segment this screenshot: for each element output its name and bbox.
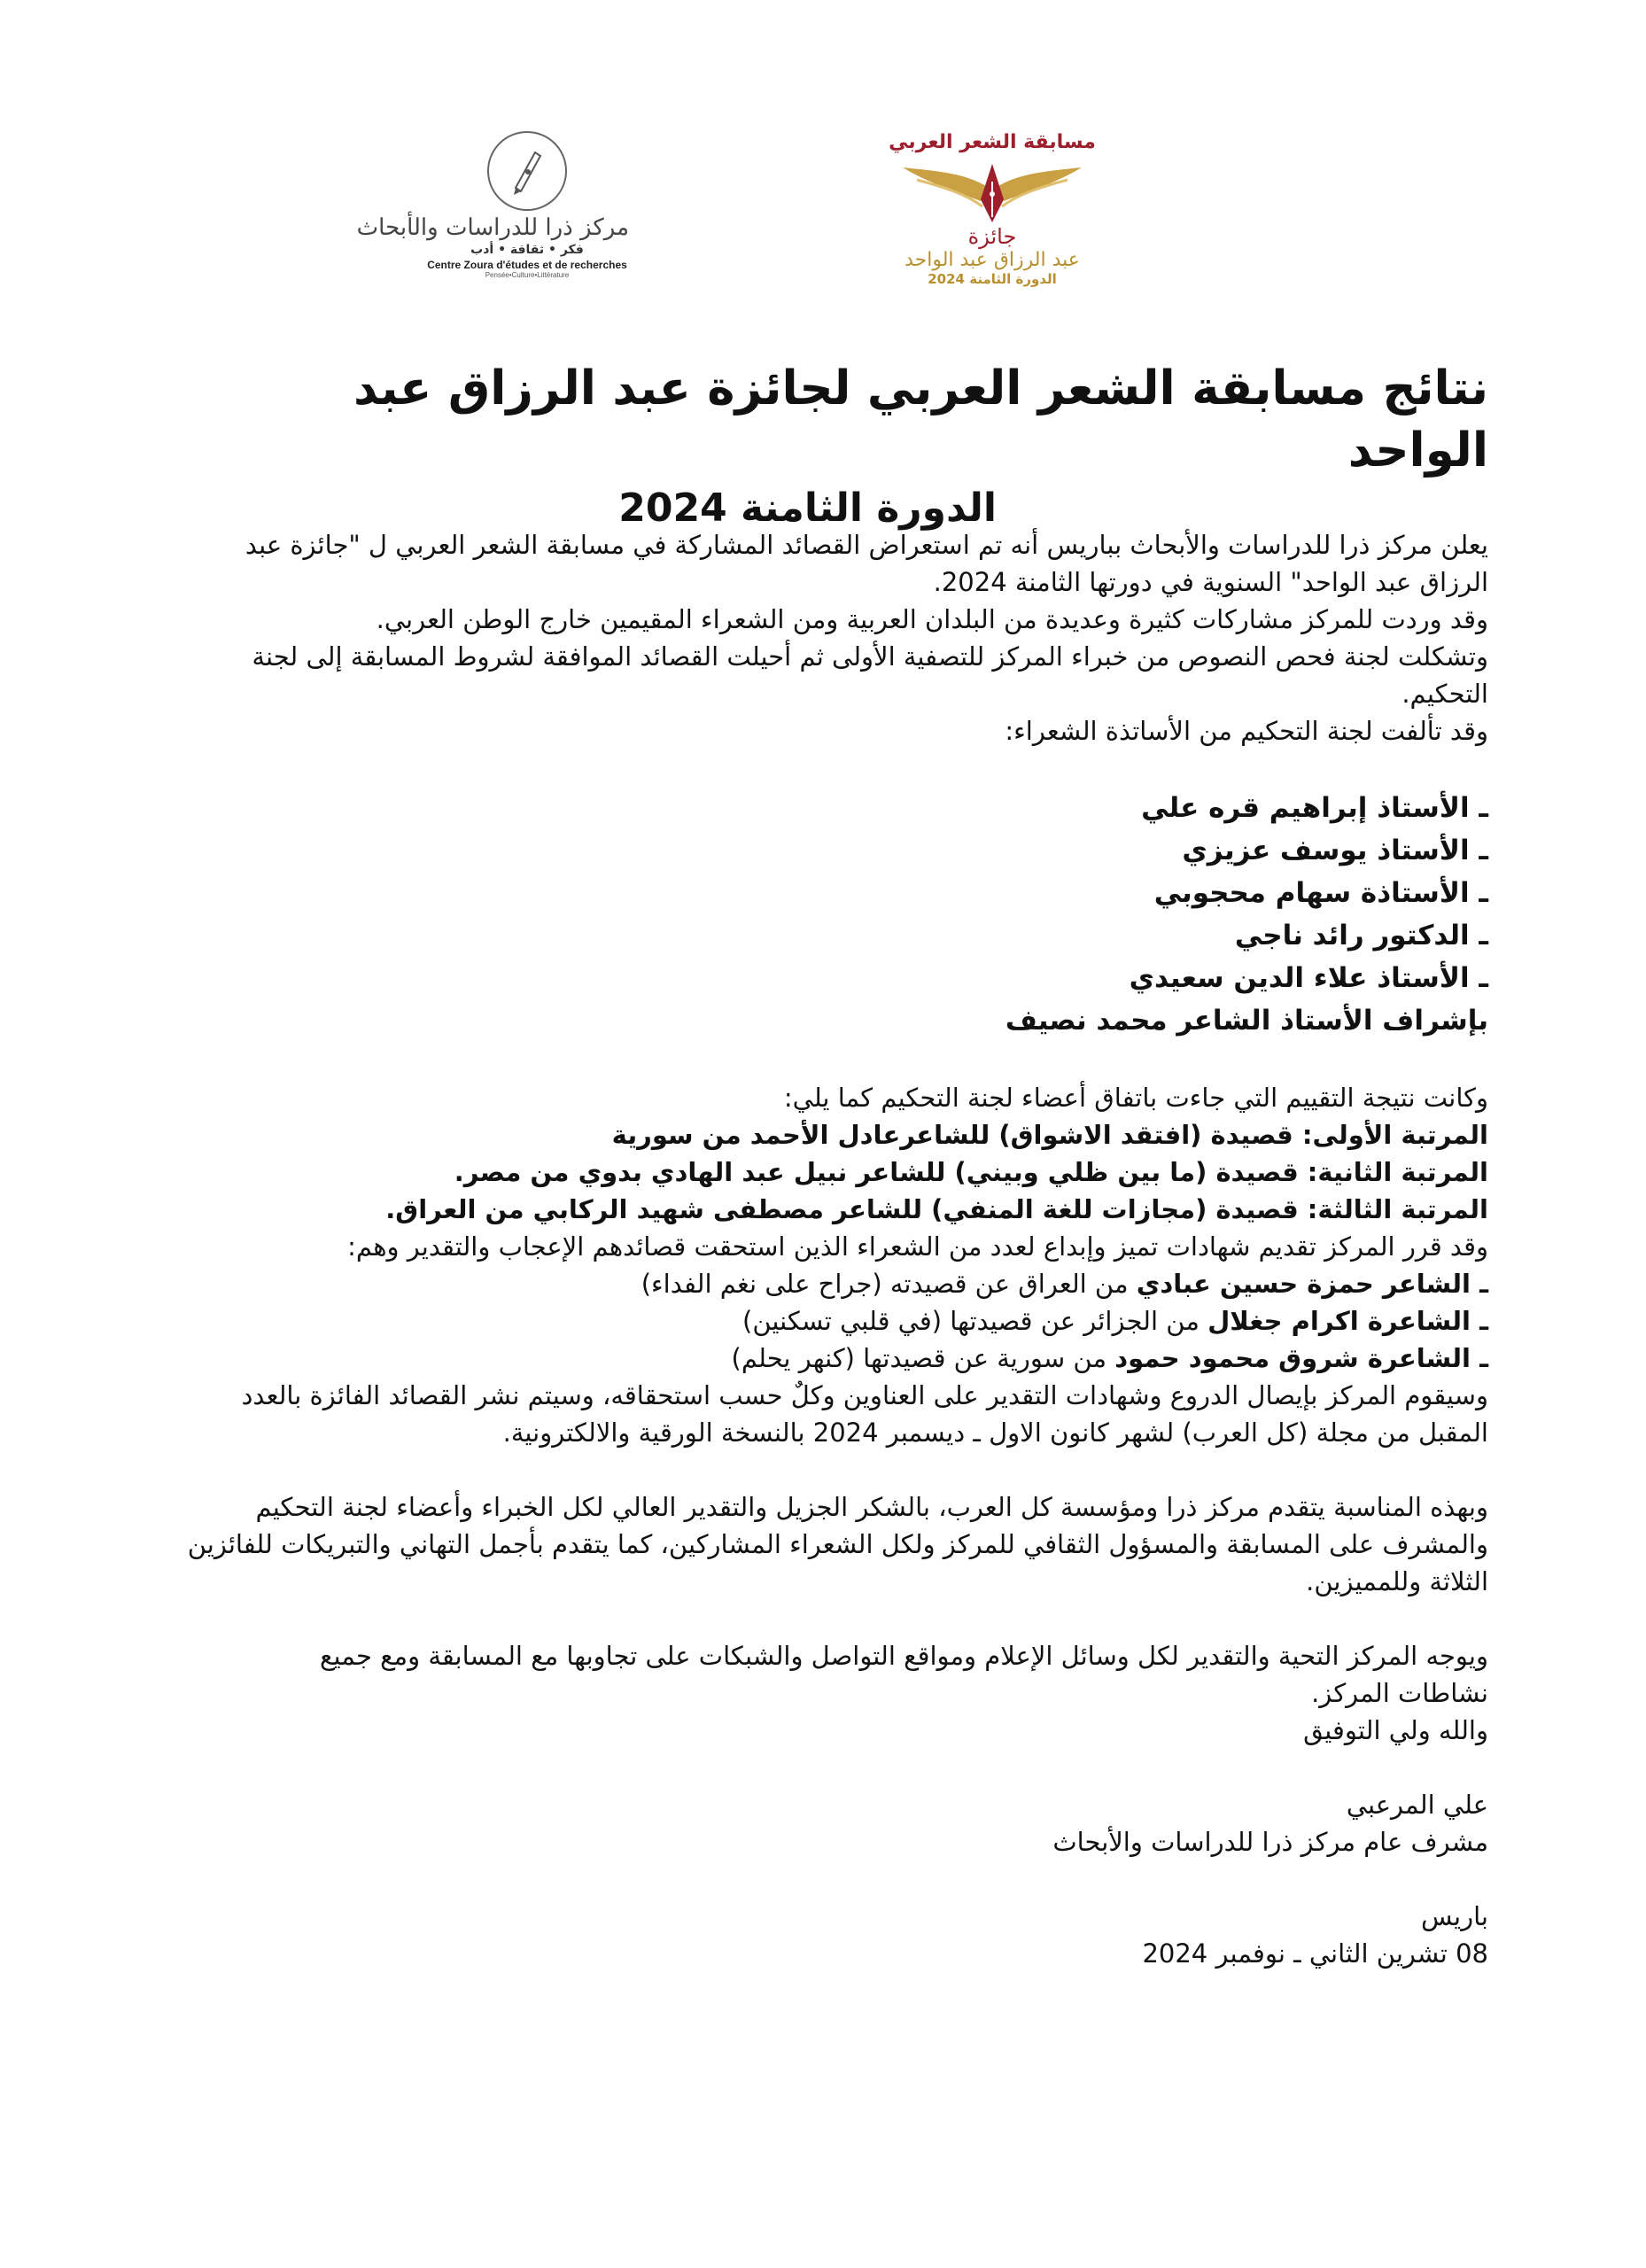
- certificate-detail: من العراق عن قصيدته (جراح على نغم الفداء): [641, 1269, 1137, 1299]
- thanks-line: وبهذه المناسبة يتقدم مركز ذرا ومؤسسة كل العرب، بالشكر الجزيل والتقدير العالي لكل الخبراء وأعضاء لجنة التحكيم: [255, 1492, 1488, 1522]
- thanks-line: والمشرف على المسابقة والمسؤول الثقافي للمركز ولكل الشعراء المشاركين، كما يتقدم بأجمل التهاني والتبريكات للفائزين: [187, 1529, 1488, 1559]
- judge-item: ـ الأستاذة سهام محجوبي: [1153, 877, 1488, 909]
- award-logo-prize: جائزة: [967, 224, 1017, 249]
- winner-third: المرتبة الثالثة: قصيدة (مجازات للغة المنفي) للشاعر مصطفى شهيد الركابي من العراق.: [385, 1194, 1488, 1224]
- pen-nib-icon: [487, 131, 567, 211]
- center-logo-tagline: فكر • ثقافة • أدب: [470, 243, 584, 257]
- certificate-name: ـ الشاعر حمزة حسين عبادي: [1136, 1269, 1488, 1299]
- certificate-name: ـ الشاعرة شروق محمود حمود: [1114, 1343, 1488, 1373]
- certificate-name: ـ الشاعرة اكرام جغلال: [1207, 1306, 1488, 1336]
- certificate-detail: من الجزائر عن قصيدتها (في قلبي تسكنين): [742, 1306, 1208, 1336]
- center-logo-tagline-fr: Pensée•Culture•Littérature: [485, 271, 570, 279]
- winner-first: المرتبة الأولى: قصيدة (افتقد الاشواق) للشاعرعادل الأحمد من سورية: [611, 1120, 1488, 1150]
- award-logo-edition: الدورة الثامنة 2024: [928, 271, 1057, 287]
- document-title: [248, 358, 1488, 535]
- signature-role: مشرف عام مركز ذرا للدراسات والأبحاث: [1052, 1827, 1488, 1857]
- judges-list: [159, 787, 1488, 1042]
- winner-second: المرتبة الثانية: قصيدة (ما بين ظلي وبيني) للشاعر نبيل عبد الهادي بدوي من مصر.: [454, 1157, 1488, 1187]
- title-line-2: الدورة الثامنة 2024: [618, 485, 997, 531]
- certificate-detail: من سورية عن قصيدتها (كنهر يحلم): [731, 1343, 1115, 1373]
- thanks-line: الثلاثة وللمميزين.: [1306, 1566, 1488, 1596]
- judge-item: ـ الدكتور رائد ناجي: [1234, 920, 1488, 951]
- award-logo-name: عبد الرزاق عبد الواحد: [905, 249, 1080, 271]
- center-logo-name-fr: Centre Zoura d'études et de recherches: [427, 259, 627, 271]
- intro-line: يعلن مركز ذرا للدراسات والأبحاث بباريس أنه تم استعراض القصائد المشاركة في مسابقة الشعر العربي ل "جائزة عبد: [245, 530, 1488, 560]
- center-logo: [356, 131, 629, 291]
- media-line: ويوجه المركز التحية والتقدير لكل وسائل الإعلام ومواقع التواصل والشبكات على تجاوبها مع المسابقة ومع جميع: [320, 1641, 1488, 1671]
- judge-item: ـ الأستاذ علاء الدين سعيدي: [1129, 962, 1488, 994]
- signature-name: علي المرعبي: [1346, 1790, 1488, 1820]
- judge-item: ـ الأستاذ يوسف عزيزي: [1182, 835, 1488, 866]
- media-line: نشاطات المركز.: [1311, 1678, 1488, 1708]
- place: باريس: [1421, 1901, 1488, 1931]
- intro-line: الرزاق عبد الواحد" السنوية في دورتها الثامنة 2024.: [933, 567, 1488, 597]
- award-logo: [886, 131, 1099, 299]
- winged-pen-icon: [899, 155, 1085, 226]
- intro-line: وقد وردت للمركز مشاركات كثيرة وعديدة من البلدان العربية ومن الشعراء المقيمين خارج الوطن العربي.: [376, 604, 1488, 634]
- certificate-item: [159, 1340, 1488, 1377]
- title-line-1: نتائج مسابقة الشعر العربي لجائزة عبد الرزاق عبد الواحد: [353, 361, 1488, 478]
- certificate-item: [159, 1302, 1488, 1340]
- center-logo-name-ar: مركز ذرا للدراسات والأبحاث: [356, 214, 629, 241]
- results-intro: وكانت نتيجة التقييم التي جاءت باتفاق أعضاء لجنة التحكيم كما يلي:: [783, 1083, 1488, 1113]
- intro-line: وقد تألفت لجنة التحكيم من الأساتذة الشعراء:: [1005, 716, 1488, 746]
- document-body: [159, 526, 1488, 1972]
- supervisor-line: بإشراف الأستاذ الشاعر محمد نصيف: [1005, 1005, 1488, 1037]
- publishing-line: المقبل من مجلة (كل العرب) لشهر كانون الاول ـ ديسمبر 2024 بالنسخة الورقية والالكترونية.: [502, 1418, 1488, 1448]
- closing-line: والله ولي التوفيق: [1303, 1715, 1488, 1745]
- award-logo-top: مسابقة الشعر العربي: [889, 131, 1096, 153]
- certificates-intro: وقد قرر المركز تقديم شهادات تميز وإبداع لعدد من الشعراء الذين استحقت قصائدهم الإعجاب والتقدير وهم:: [347, 1231, 1488, 1262]
- intro-line: وتشكلت لجنة فحص النصوص من خبراء المركز للتصفية الأولى ثم أحيلت القصائد الموافقة لشروط المسابقة إلى لجنة: [252, 641, 1488, 672]
- publishing-line: وسيقوم المركز بإيصال الدروع وشهادات التقدير على العناوين وكلٌ حسب استحقاقه، وسيتم نشر القصائد الفائزة بالعدد: [241, 1380, 1488, 1410]
- date: 08 تشرين الثاني ـ نوفمبر 2024: [1142, 1938, 1488, 1969]
- intro-line: التحكيم.: [1401, 679, 1488, 709]
- certificate-item: [159, 1265, 1488, 1302]
- judge-item: ـ الأستاذ إبراهيم قره علي: [1141, 792, 1488, 824]
